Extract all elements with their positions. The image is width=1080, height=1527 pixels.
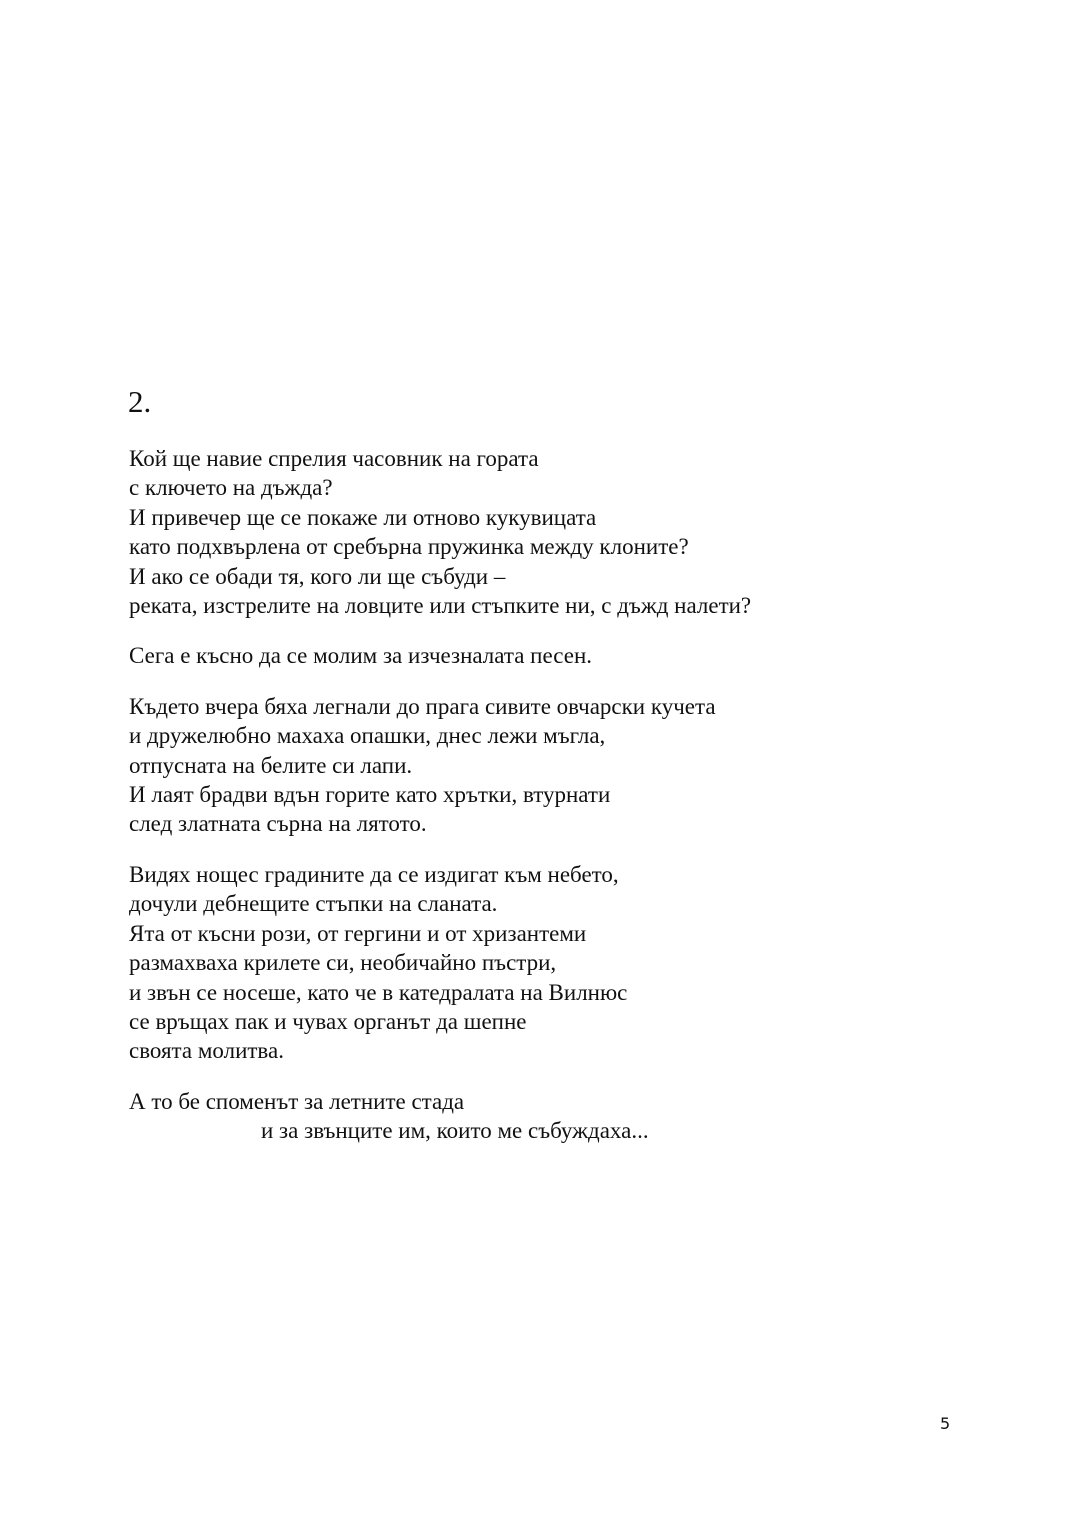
poem-line-indented: и за звънците им, които ме събуждаха...: [261, 1118, 649, 1144]
poem-line: Сега е късно да се молим за изчезналата песен.: [129, 643, 593, 669]
poem-line: като подхвърлена от сребърна пружинка между клоните?: [129, 534, 689, 560]
poem-line: дочули дебнещите стъпки на сланата.: [129, 891, 498, 917]
poem-line: се връщах пак и чувах органът да шепне: [129, 1008, 527, 1034]
poem-line: отпусната на белите си лапи.: [129, 752, 413, 778]
poem-line: Видях нощес градините да се издигат към небето,: [129, 861, 619, 887]
poem-line: и звън се носеше, като че в катедралата на Вилнюс: [129, 979, 628, 1005]
poem-number: 2.: [128, 384, 152, 419]
poem-line: И ако се обади тя, кого ли ще събуди –: [129, 563, 506, 589]
poem-line: Кой ще навие спрелия часовник на гората: [129, 446, 539, 471]
poem-line: и дружелюбно махаха опашки, днес лежи мъгла,: [129, 723, 606, 749]
stanza-4: [129, 860, 1009, 1066]
stanza-5: [129, 1087, 1009, 1146]
poem-line: Където вчера бяха легнали до прага сивите овчарски кучета: [129, 693, 716, 719]
stanza-3: [129, 692, 1009, 839]
poem-body: [129, 444, 1009, 1167]
stanza-2: [129, 641, 1009, 670]
poem-line: размахваха крилете си, необичайно пъстри,: [129, 950, 557, 976]
poem-line: И лаят брадви вдън горите като хрътки, втурнати: [129, 782, 611, 808]
poem-line: своята молитва.: [129, 1038, 284, 1064]
poem-line: реката, изстрелите на ловците или стъпките ни, с дъжд налети?: [129, 593, 752, 619]
stanza-1: [129, 444, 1009, 620]
poem-line: Ята от късни рози, от гергини и от хризантеми: [129, 920, 587, 946]
poem-line: с ключето на дъжда?: [129, 475, 333, 501]
poem-line: след златната сърна на лятото.: [129, 811, 427, 837]
poem-line: И привечер ще се покаже ли отново кукувицата: [129, 504, 597, 530]
page-number: 5: [940, 1414, 951, 1433]
poem-line: А то бе споменът за летните стада: [129, 1088, 465, 1114]
